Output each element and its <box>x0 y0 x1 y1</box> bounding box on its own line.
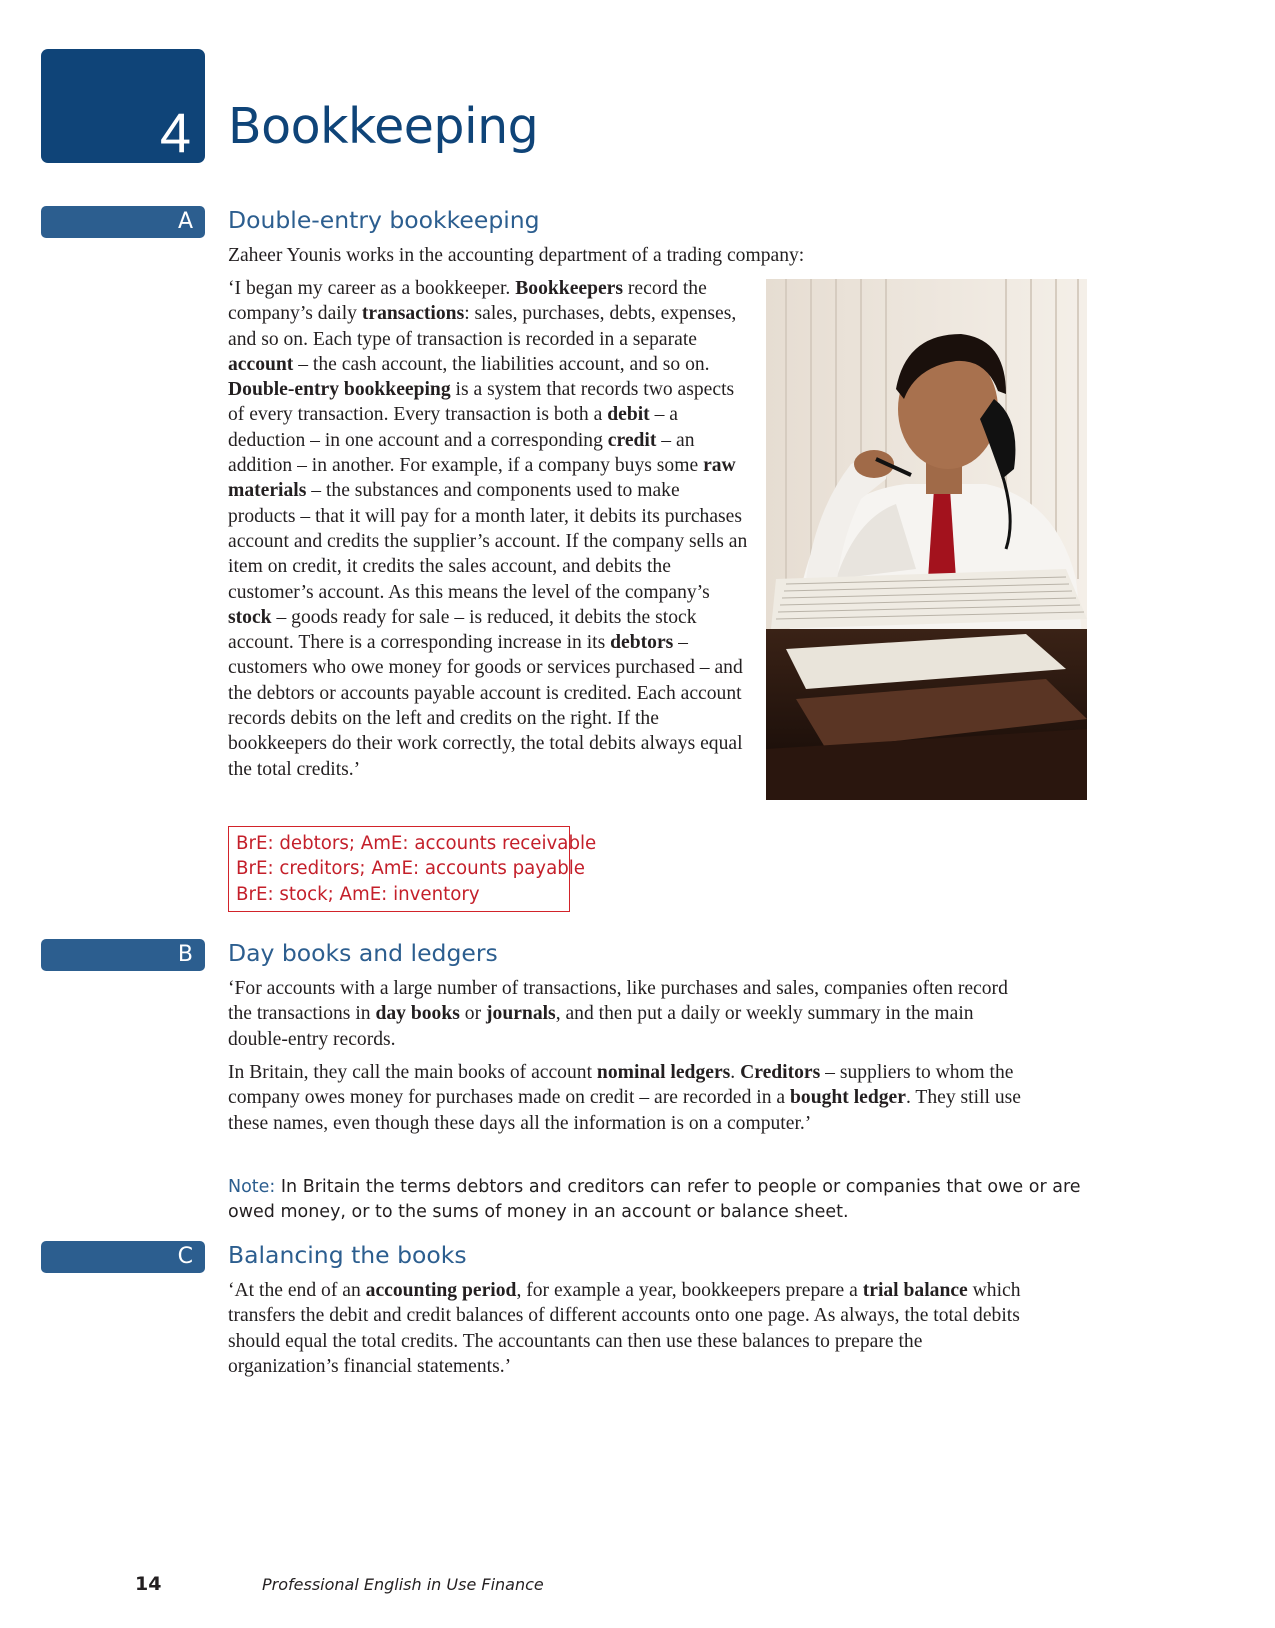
section-b-paragraph-2: In Britain, they call the main books of account nominal ledgers. Creditors – suppliers to whom the company owes money for purchases made on credit – are recorded in a bought ledger. They still use these names, even though these days all the information is on a computer.’ <box>228 1062 1021 1134</box>
unit-title: Bookkeeping <box>228 98 539 155</box>
section-c-paragraph: ‘At the end of an accounting period, for example a year, bookkeepers prepare a trial balance which transfers the debit and credit balances of different accounts onto one page. As always, the total debits should equal the total credits. The accountants can then use these balances to prepare the organization’s financial statements.’ <box>228 1280 1021 1377</box>
section-a-tab: A <box>41 206 205 238</box>
section-a-quote: ‘I began my career as a bookkeeper. Bookkeepers record the company’s daily transactions: sales, purchases, debts, expenses, and so on. Each type of transaction is recorded in a separate account – the cash account, the liabilities account, and so on. Double-entry bookkeeping is a system that records two aspects of every transaction. Every transaction is both a debit – a deduction – in one account and a corresponding credit – an addition – in another. For example, if a company buys some raw materials – the substances and components used to make products – that it will pay for a month later, it debits its purchases account and credits the supplier’s account. If the company sells an item on credit, it credits the sales account, and debits the customer’s account. As this means the level of the company’s stock – goods ready for sale – is reduced, it debits the stock account. There is a corresponding increase in its debtors – customers who owe money for goods or services purchased – and the debtors or accounts payable account is credited. Each account records debits on the left and credits on the right. If the bookkeepers do their work correctly, the total debits always equal the total credits.’ <box>228 278 748 780</box>
unit-number: 4 <box>159 101 191 164</box>
vocab-line: BrE: debtors; AmE: accounts receivable <box>236 833 597 854</box>
vocab-line: BrE: stock; AmE: inventory <box>236 883 480 905</box>
bre-ame-vocabulary-box <box>228 826 597 912</box>
bookkeeper-photo <box>766 279 1087 800</box>
book-title: Professional English in Use Finance <box>262 1575 544 1594</box>
section-a-heading: Double-entry bookkeeping <box>228 206 540 234</box>
section-c-tab: C <box>41 1241 205 1273</box>
section-b-paragraph-1: ‘For accounts with a large number of transactions, like purchases and sales, companies often record the transactions in day books or journals, and then put a daily or weekly summary in the main double-entry records. <box>228 978 1008 1050</box>
section-b-tab: B <box>41 939 205 971</box>
vocab-line: BrE: creditors; AmE: accounts payable <box>236 858 585 880</box>
section-c-heading: Balancing the books <box>228 1241 467 1269</box>
page-number: 14 <box>135 1573 162 1595</box>
section-b-heading: Day books and ledgers <box>228 939 498 967</box>
section-a-intro: Zaheer Younis works in the accounting department of a trading company: <box>228 245 805 266</box>
section-b-note: Note: In Britain the terms debtors and creditors can refer to people or companies that owe or are owed money, or to the sums of money in an account or balance sheet. <box>228 1177 1081 1223</box>
unit-number-box <box>41 49 205 163</box>
note-label: Note: <box>228 1177 276 1197</box>
